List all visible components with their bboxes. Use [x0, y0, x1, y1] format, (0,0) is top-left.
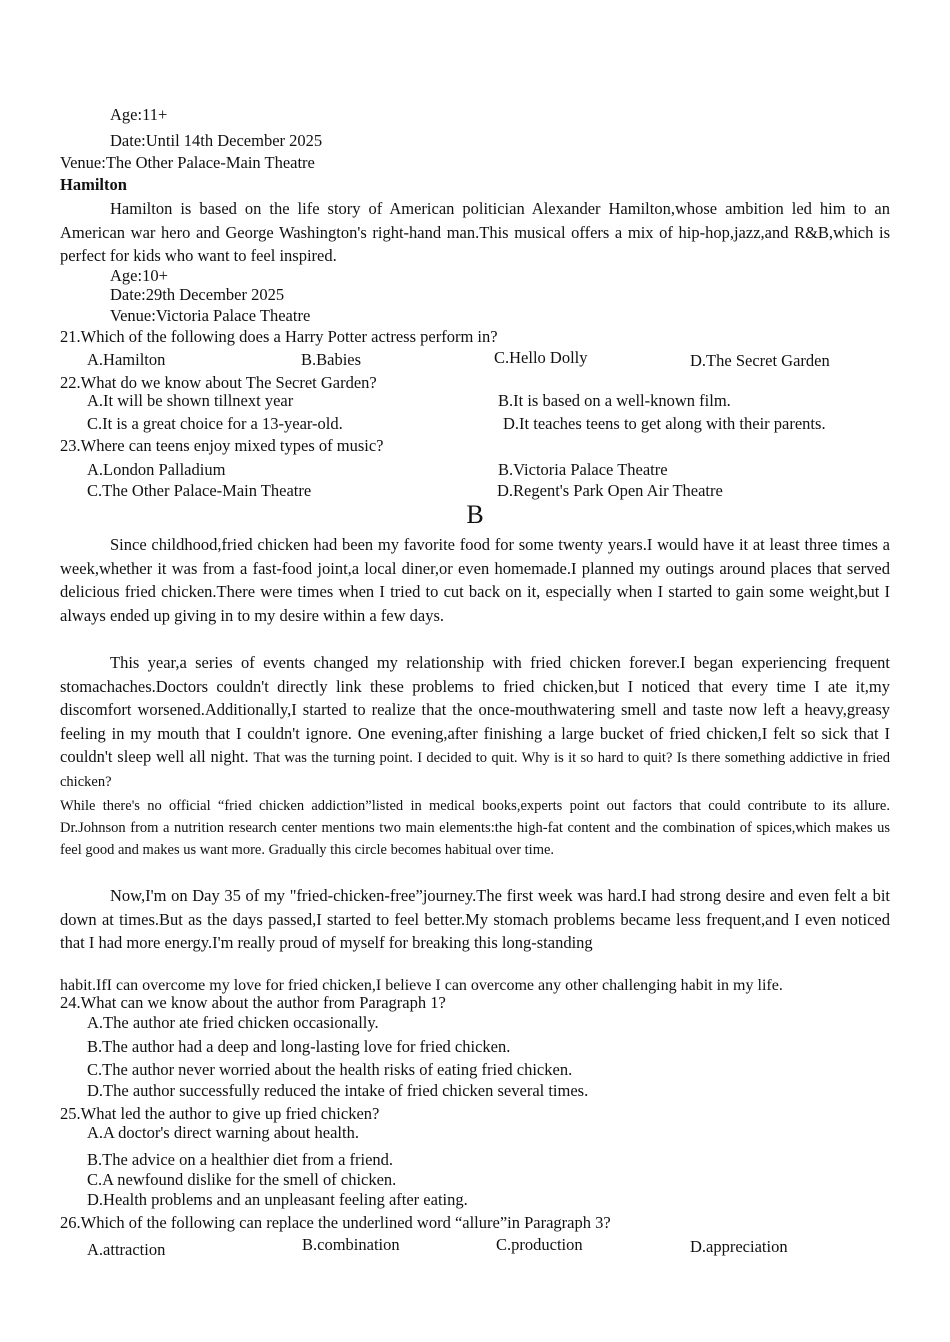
question-22-option-c: C.It is a great choice for a 13-year-old.	[87, 414, 343, 433]
passage-b-paragraph-1-text: Since childhood,fried chicken had been my favorite food for some twenty years.I would have it at least three times a week,whether it was from a fast-food joint,a local diner,or even homemade.I planned my outings around places that served delicious fried chicken.There were times when I tried to cut back on it, especially when I started to gain some weight,but I always ended up giving in to my desire within a few days.	[60, 535, 890, 625]
question-23-option-c: C.The Other Palace-Main Theatre	[87, 481, 312, 500]
question-22-option-b: B.It is based on a well-known film.	[498, 391, 731, 410]
hamilton-age: Age:10+	[110, 266, 168, 285]
question-24-option-c: C.The author never worried about the health risks of eating fried chicken.	[87, 1060, 573, 1079]
question-26-option-d: D.appreciation	[690, 1237, 788, 1256]
passage-b-paragraph-4-end: habit.IfI can overcome my love for fried chicken,I believe I can overcome any other challenging habit in my life.	[60, 977, 783, 994]
question-21-option-b: B.Babies	[301, 350, 362, 369]
question-24-stem: 24.What can we know about the author from Paragraph 1?	[60, 993, 446, 1012]
question-24-option-b: B.The author had a deep and long-lasting love for fried chicken.	[87, 1037, 511, 1056]
question-26-stem: 26.Which of the following can replace the underlined word “allure”in Paragraph 3?	[60, 1213, 611, 1232]
passage-b-paragraph-2-overlap-text: That was the turning point. I decided to quit. Why is it so hard to quit? Is there something addictive in fried chicken?	[60, 750, 890, 790]
hamilton-description-text: Hamilton is based on the life story of American politician Alexander Hamilton,whose ambition led him to an American war hero and George Washington's right-hand man.This musical offers a mix of hip-hop,jazz,and R&B,which is perfect for kids who want to feel inspired.	[60, 199, 890, 265]
question-26-option-a: A.attraction	[87, 1240, 166, 1259]
question-23-option-b: B.Victoria Palace Theatre	[498, 460, 668, 479]
passage-b-paragraph-3-text: While there's no official “fried chicken addiction”listed in medical books,experts point out factors that could contribute to its allure. Dr.Johnson from a nutrition research center mentions two main elements:the high-fat content and the combination of spices,which makes us feel good and makes us want more. Gradually this circle becomes habitual over time.	[60, 798, 890, 858]
hamilton-description	[60, 197, 890, 268]
question-21-option-c: C.Hello Dolly	[494, 348, 588, 367]
passage-b-paragraph-4	[60, 884, 890, 955]
hamilton-venue: Venue:Victoria Palace Theatre	[110, 306, 311, 325]
question-24-option-d: D.The author successfully reduced the intake of fried chicken several times.	[87, 1081, 589, 1100]
secret-garden-venue: Venue:The Other Palace-Main Theatre	[60, 153, 315, 172]
question-25-stem: 25.What led the author to give up fried chicken?	[60, 1104, 380, 1123]
question-23-option-d: D.Regent's Park Open Air Theatre	[497, 481, 723, 500]
hamilton-date: Date:29th December 2025	[110, 285, 285, 304]
question-21-option-a: A.Hamilton	[87, 350, 166, 369]
question-21-option-d: D.The Secret Garden	[690, 351, 830, 370]
passage-b-paragraph-2-text: This year,a series of events changed my relationship with fried chicken forever.I began experiencing frequent stomachaches.Doctors couldn't directly link these problems to fried chicken,but I noticed that every time I ate it,my discomfort worsened.Additionally,I started to realize that the once-mouthwatering smell and taste now left a heavy,greasy feeling in my mouth that I couldn't ignore. One evening,after finishing a large bucket of fried chicken,I felt so sick that I couldn't sleep well all night.	[60, 653, 890, 766]
question-25-option-c: C.A newfound dislike for the smell of chicken.	[87, 1170, 397, 1189]
question-21-stem: 21.Which of the following does a Harry Potter actress perform in?	[60, 327, 498, 346]
question-22-option-d: D.It teaches teens to get along with their parents.	[503, 414, 826, 433]
question-24-option-a: A.The author ate fried chicken occasionally.	[87, 1013, 379, 1032]
question-23-stem: 23.Where can teens enjoy mixed types of music?	[60, 436, 384, 455]
question-25-option-d: D.Health problems and an unpleasant feeling after eating.	[87, 1190, 468, 1209]
question-22-option-a: A.It will be shown tillnext year	[87, 391, 294, 410]
secret-garden-age: Age:11+	[110, 105, 168, 124]
question-23-option-a: A.London Palladium	[87, 460, 226, 479]
hamilton-title: Hamilton	[60, 175, 127, 194]
question-22-stem: 22.What do we know about The Secret Garden?	[60, 373, 377, 392]
passage-b-paragraph-2	[60, 651, 890, 793]
question-25-option-a: A.A doctor's direct warning about health.	[87, 1123, 359, 1142]
section-b-heading: B	[466, 500, 484, 529]
passage-b-paragraph-1	[60, 533, 890, 627]
question-26-option-b: B.combination	[302, 1235, 400, 1254]
question-25-option-b: B.The advice on a healthier diet from a friend.	[87, 1150, 394, 1169]
question-26-option-c: C.production	[496, 1235, 583, 1254]
passage-b-paragraph-4-text: Now,I'm on Day 35 of my "fried-chicken-free”journey.The first week was hard.I had strong desire and even felt a bit down at times.But as the days passed,I started to feel better.My stomach problems became less frequent,and I even noticed that I had more energy.I'm really proud of myself for breaking this long-standing	[60, 886, 890, 952]
passage-b-paragraph-3	[60, 795, 890, 861]
secret-garden-date: Date:Until 14th December 2025	[110, 131, 323, 150]
